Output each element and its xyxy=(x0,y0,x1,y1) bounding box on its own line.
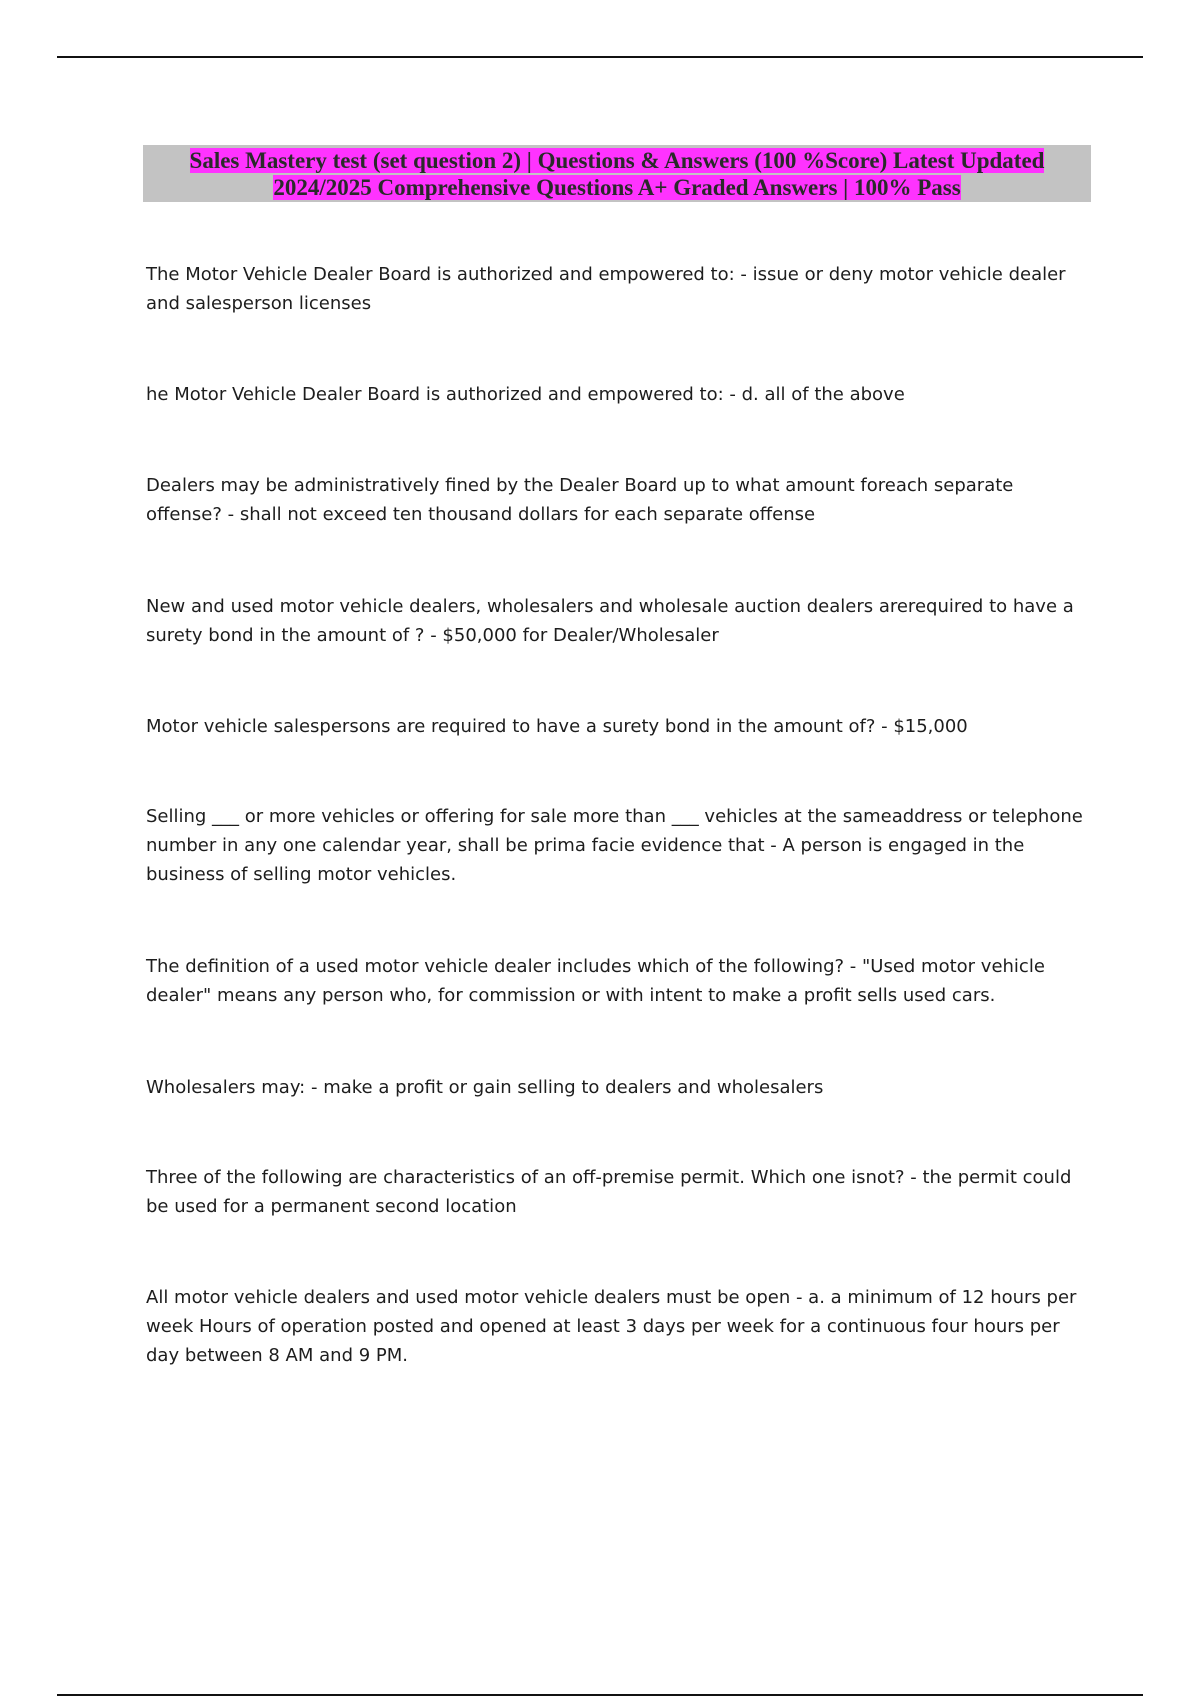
qa-item-5: Motor vehicle salespersons are required to have a surety bond in the amount of? - $15,000 xyxy=(146,716,968,737)
title-line-1: Sales Mastery test (set question 2) | Questions & Answers (100 %Score) Latest Updated xyxy=(189,148,1045,173)
title-line-2: 2024/2025 Comprehensive Questions A+ Graded Answers | 100% Pass xyxy=(273,175,961,200)
qa-item-9: Three of the following are characteristics of an off-premise permit. Which one isnot? - the permit could be used for a permanent second location xyxy=(146,1167,1072,1217)
qa-item-2: he Motor Vehicle Dealer Board is authorized and empowered to: - d. all of the above xyxy=(146,384,905,405)
bottom-rule xyxy=(57,1694,1143,1696)
qa-item-4: New and used motor vehicle dealers, wholesalers and wholesale auction dealers arerequired to have a surety bond in the amount of ? - $50,000 for Dealer/Wholesaler xyxy=(146,596,1074,646)
qa-item-6: Selling ___ or more vehicles or offering for sale more than ___ vehicles at the sameaddress or telephone number in any one calendar year, shall be prima facie evidence that - A person is engaged in the business of selling motor vehicles. xyxy=(146,806,1083,885)
qa-item-7: The definition of a used motor vehicle dealer includes which of the following? - "Used motor vehicle dealer" means any person who, for commission or with intent to make a profit sells used cars. xyxy=(146,956,1045,1006)
qa-item-1: The Motor Vehicle Dealer Board is authorized and empowered to: - issue or deny motor vehicle dealer and salesperson licenses xyxy=(146,264,1066,314)
qa-item-3: Dealers may be administratively fined by the Dealer Board up to what amount foreach separate offense? - shall not exceed ten thousand dollars for each separate offense xyxy=(146,475,1014,525)
qa-item-10: All motor vehicle dealers and used motor vehicle dealers must be open - a. a minimum of 12 hours per week Hours of operation posted and opened at least 3 days per week for a continuous four hours per day between 8 AM and 9 PM. xyxy=(146,1287,1077,1366)
top-rule xyxy=(57,56,1143,58)
document-title xyxy=(143,145,1091,202)
qa-item-8: Wholesalers may: - make a profit or gain selling to dealers and wholesalers xyxy=(146,1077,824,1098)
